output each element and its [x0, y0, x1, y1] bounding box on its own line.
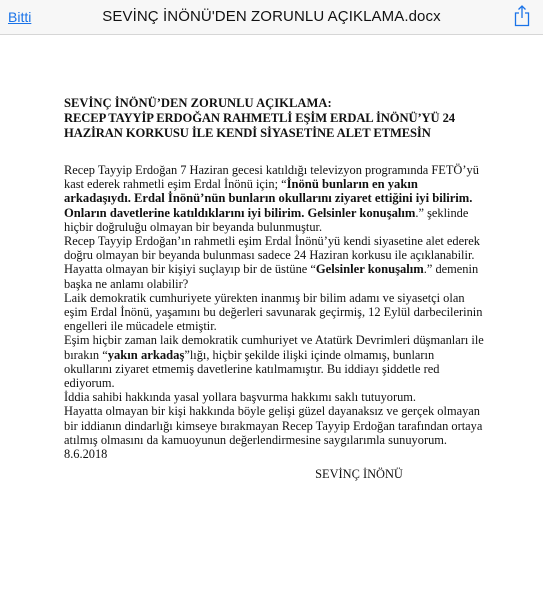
top-bar	[0, 0, 543, 35]
document-date: 8.6.2018	[64, 447, 108, 462]
paragraph-3-bold: Gelsinler konuşalım	[315, 262, 424, 277]
signature: SEVİNÇ İNÖNÜ	[315, 467, 403, 482]
done-button[interactable]: Bitti	[8, 9, 32, 25]
share-icon[interactable]	[514, 5, 530, 27]
document-body	[64, 96, 484, 481]
paragraph-7: Hayatta olmayan bir kişi hakkında böyle gelişi güzel dayanaksız ve gerçek olmayan bir iddianın dindarlığı kimseye bırakmayan Recep Tayyip Erdoğan tarafından ortaya atılmış olmasını da kamuoyunun değerlendirmesine saygılarımla sunuyorum.	[64, 404, 483, 447]
paragraph-6: İddia sahibi hakkında yasal yollara başvurma hakkımı saklı tutuyorum.	[64, 390, 417, 405]
paragraph-5-bold: yakın arkadaş	[107, 347, 185, 362]
heading-sub: RECEP TAYYİP ERDOĞAN RAHMETLİ EŞİM ERDAL İNÖNÜ’YÜ 24 HAZİRAN KORKUSU İLE KENDİ SİYASETİNE ALET ETMESİN	[64, 111, 455, 140]
paragraph-5: Eşim hiçbir zaman laik demokratik cumhuriyet ve Atatürk Devrimleri düşmanları ile bırakın “yakın arkadaş”lığı, hiçbir şekilde ilişki içinde olmamış, bunların okullarını ziyaret etmemiş davetlerine katılmamıştır. Bu iddiayı şiddetle red ediyorum.	[64, 333, 484, 391]
paragraph-3: Hayatta olmayan bir kişiyi suçlayıp bir de üstüne “Gelsinler konuşalım.” demenin başka ne anlamı olabilir?	[64, 262, 479, 291]
heading-main: SEVİNÇ İNÖNÜ’DEN ZORUNLU AÇIKLAMA:	[64, 96, 332, 110]
document-title: SEVİNÇ İNÖNÜ'DEN ZORUNLU AÇIKLAMA.docx	[102, 8, 441, 25]
paragraph-1-bold: İnönü bunların en yakın arkadaşıydı. Erdal İnönü’nün bunların okullarını ziyaret ettiğini iyi bilirim. Onların davetlerine katıldıklarını iyi bilirim. Gelsinler konuşalım	[64, 177, 473, 220]
paragraph-4: Laik demokratik cumhuriyete yürekten inanmış bir bilim adamı ve siyasetçi olan eşim Erdal İnönü, yaşamını bu değerleri savunarak geçirmiş, 12 Eylül darbecilerinin engelleri ile mücadele etmiştir.	[64, 290, 483, 334]
paragraph-2: Recep Tayyip Erdoğan’ın rahmetli eşim Erdal İnönü’yü kendi siyasetine alet ederek doğru olmayan bir beyanda bulunması sadece 24 Haziran korkusu ile açıklanabilir.	[64, 234, 480, 263]
paragraph-1: Recep Tayyip Erdoğan 7 Haziran gecesi katıldığı televizyon programında FETÖ’yü kast ederek rahmetli eşim Erdal İnönü için; “İnönü bunların en yakın arkadaşıydı. Erdal İnönü’nün bunların okullarını ziyaret ettiğini iyi bilirim. Onların davetlerine katıldıklarını iyi bilirim. Gelsinler konuşalım.” şeklinde hiçbir doğruluğu olmayan bir beyanda bulunmuştur.	[64, 163, 479, 234]
